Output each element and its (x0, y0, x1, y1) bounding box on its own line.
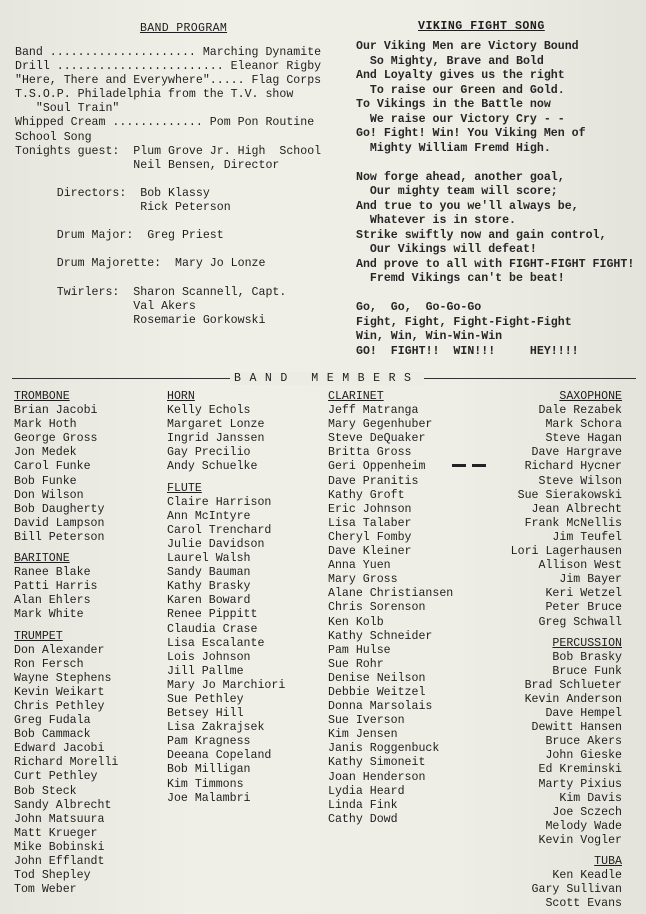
member-name: Jill Pallme (167, 664, 244, 678)
program-line: School Song (15, 130, 92, 144)
member-name: Alane Christiansen (328, 587, 454, 601)
member-name: Wayne Stephens (14, 671, 112, 685)
song-line: And prove to all with FIGHT-FIGHT FIGHT! (356, 257, 635, 271)
member-name: Bruce Akers (545, 735, 622, 749)
member-name: Kevin Weikart (14, 685, 105, 699)
member-name: Dave Hempel (545, 707, 622, 721)
member-name: Ken Kolb (328, 615, 384, 629)
program-line: Whipped Cream ............. Pom Pon Routine (15, 116, 315, 130)
member-name: Sandy Bauman (167, 566, 251, 580)
band-program-list (15, 46, 321, 328)
member-name: Joe Malambri (167, 791, 251, 805)
member-name: Greg Schwall (538, 615, 622, 629)
member-name: Mary Jo Marchiori (167, 678, 286, 692)
program-line (15, 173, 321, 187)
member-name: Melody Wade (545, 819, 622, 833)
member-name: Mary Gross (328, 573, 398, 587)
member-name: Alan Ehlers (14, 594, 91, 608)
member-name: Steve DeQuaker (328, 432, 426, 446)
program-line: Drum Major: Greg Priest (15, 229, 224, 243)
member-name: Claire Harrison (167, 495, 272, 509)
ink-mark (452, 464, 466, 467)
member-name: Mark Schora (545, 418, 622, 432)
member-name: Matt Krueger (14, 826, 98, 840)
member-name: Scott Evans (545, 897, 622, 911)
program-line: Rosemarie Gorkowski (15, 313, 266, 327)
program-line: Tonights guest: Plum Grove Jr. High School (15, 144, 322, 158)
member-name: Steve Hagan (545, 432, 622, 446)
member-name: Kelly Echols (167, 404, 251, 418)
fight-song-title: VIKING FIGHT SONG (418, 20, 545, 33)
section-heading: TUBA (594, 855, 622, 868)
member-name: Ann McIntyre (167, 509, 251, 523)
member-name: Kathy Schneider (328, 629, 433, 643)
song-line: Our Viking Men are Victory Bound (356, 40, 579, 53)
member-name: Patti Harris (14, 580, 98, 594)
member-name: Denise Neilson (328, 671, 426, 685)
member-name: Don Alexander (14, 643, 105, 657)
program-line (15, 215, 321, 229)
members-column-sax-percussion (480, 390, 622, 911)
member-name: Janis Roggenbuck (328, 742, 440, 756)
member-name: Lisa Escalante (167, 636, 265, 650)
member-name: Jim Bayer (559, 573, 622, 587)
member-name: Curt Pethley (14, 770, 98, 784)
member-name: Lori Lagerhausen (510, 545, 622, 559)
song-line (356, 156, 634, 171)
member-name: Sue Sierakowski (517, 488, 622, 502)
section-heading: TROMBONE (14, 390, 70, 403)
member-name: Sue Pethley (167, 692, 244, 706)
member-name: Jon Medek (14, 446, 77, 460)
song-line: Win, Win, Win-Win-Win (356, 330, 503, 343)
member-name: Kevin Anderson (524, 692, 622, 706)
member-name: Sandy Albrecht (14, 798, 112, 812)
section-heading: HORN (167, 390, 195, 403)
program-line: Directors: Bob Klassy (15, 186, 210, 200)
member-name: Bob Daugherty (14, 502, 105, 516)
member-name: Bob Milligan (167, 763, 251, 777)
member-name: Jim Teufel (552, 530, 622, 544)
song-line: Fremd Vikings can't be beat! (356, 272, 565, 285)
member-name: Edward Jacobi (14, 742, 105, 756)
member-name: Dave Pranitis (328, 474, 419, 488)
member-name: Gary Sullivan (531, 883, 622, 897)
member-name: Frank McNellis (524, 516, 622, 530)
member-name: Deeana Copeland (167, 749, 272, 763)
member-name: Dave Kleiner (328, 545, 412, 559)
member-name: Mary Gegenhuber (328, 418, 433, 432)
section-gap (14, 623, 118, 630)
member-name: Carol Trenchard (167, 523, 272, 537)
member-name: Jeff Matranga (328, 404, 419, 418)
member-name: Brian Jacobi (14, 404, 98, 418)
member-name: Bruce Funk (552, 664, 622, 678)
member-name: Bob Cammack (14, 728, 91, 742)
member-name: Debbie Weitzel (328, 685, 426, 699)
member-name: Dave Hargrave (531, 446, 622, 460)
song-line: Strike swiftly now and gain control, (356, 228, 607, 242)
program-line: Band ..................... Marching Dynamite (15, 46, 322, 59)
member-name: Ron Fersch (14, 657, 84, 671)
member-name: Chris Sorenson (328, 601, 426, 615)
program-line: Neil Bensen, Director (15, 158, 280, 172)
member-name: Richard Hycner (524, 460, 622, 474)
song-line: Our Vikings will defeat! (356, 243, 537, 256)
member-name: Ingrid Janssen (167, 432, 265, 446)
member-name: Bob Steck (14, 784, 77, 798)
member-name: Joe Sczech (552, 805, 622, 819)
member-name: Cheryl Fomby (328, 530, 412, 544)
song-line: To raise our Green and Gold. (356, 83, 565, 97)
program-line: Twirlers: Sharon Scannell, Capt. (15, 285, 287, 299)
section-heading: BARITONE (14, 552, 70, 566)
program-line: "Soul Train" (15, 102, 120, 116)
member-name: Kim Jensen (328, 728, 398, 742)
program-line (15, 243, 321, 257)
member-name: Kathy Simoneit (328, 756, 426, 770)
member-name: Lois Johnson (167, 650, 251, 664)
section-heading: TRUMPET (14, 629, 63, 643)
band-members-title: BAND MEMBERS (230, 372, 424, 385)
song-line: Fight, Fight, Fight-Fight-Fight (356, 315, 572, 329)
program-line: Val Akers (15, 299, 196, 313)
member-name: Sue Iverson (328, 714, 405, 728)
song-line: And true to you we'll always be, (356, 199, 579, 213)
member-name: John Matsuura (14, 812, 105, 826)
member-name: Eric Johnson (328, 502, 412, 516)
member-name: David Lampson (14, 516, 105, 530)
section-heading: CLARINET (328, 390, 384, 403)
member-name: Anna Yuen (328, 559, 391, 573)
section-gap (14, 545, 118, 552)
member-name: Mark White (14, 608, 84, 622)
section-heading: PERCUSSION (552, 636, 622, 650)
member-name: Dewitt Hansen (531, 721, 622, 735)
section-heading: SAXOPHONE (559, 390, 622, 403)
program-line: Rick Peterson (15, 201, 231, 215)
member-name: Peter Bruce (545, 601, 622, 615)
member-name: Karen Boward (167, 594, 251, 608)
member-name: Dale Rezabek (538, 404, 622, 418)
member-name: Brad Schlueter (524, 678, 622, 692)
member-name: Margaret Lonze (167, 418, 265, 432)
member-name: Bill Peterson (14, 530, 105, 544)
song-line: To Vikings in the Battle now (356, 98, 551, 111)
member-name: Julie Davidson (167, 537, 265, 551)
member-name: Bob Funke (14, 474, 77, 488)
members-column-horn-flute (167, 390, 285, 806)
member-name: Britta Gross (328, 446, 412, 460)
member-name: Lydia Heard (328, 784, 405, 798)
member-name: John Gieske (545, 749, 622, 763)
member-name: Marty Pixius (538, 777, 622, 791)
member-name: Kathy Groft (328, 488, 405, 502)
member-name: Andy Schuelke (167, 460, 258, 474)
members-column-brass (14, 390, 118, 897)
song-line: GO! FIGHT!! WIN!!! HEY!!!! (356, 344, 579, 358)
song-line: Mighty William Fremd High. (356, 141, 551, 155)
member-name: Mark Hoth (14, 418, 77, 432)
member-name: Tom Weber (14, 883, 77, 897)
member-name: John Efflandt (14, 855, 105, 868)
member-name: Kim Timmons (167, 777, 244, 791)
member-name: Mike Bobinski (14, 840, 105, 854)
song-line: We raise our Victory Cry - - (356, 112, 565, 126)
song-line: Whatever is in store. (356, 214, 517, 227)
song-line: Go, Go, Go-Go-Go (356, 301, 482, 314)
members-column-clarinet (328, 390, 453, 827)
song-line: Our mighty team will score; (356, 185, 558, 198)
program-line: Drill ........................ Eleanor Rigby (15, 60, 322, 74)
member-name: Kathy Brasky (167, 580, 251, 594)
section-gap (480, 848, 622, 855)
program-line: "Here, There and Everywhere"..... Flag Corps (15, 74, 322, 88)
member-name: Ed Kreminski (538, 763, 622, 777)
member-name: Pam Kragness (167, 735, 251, 749)
ink-mark (472, 464, 486, 467)
song-line (356, 287, 634, 302)
member-name: Betsey Hill (167, 707, 244, 721)
band-program-title: BAND PROGRAM (140, 22, 228, 35)
member-name: Greg Fudala (14, 714, 91, 728)
program-line: T.S.O.P. Philadelphia from the T.V. show (15, 88, 294, 102)
member-name: Don Wilson (14, 488, 84, 502)
member-name: Chris Pethley (14, 699, 105, 713)
member-name: Keri Wetzel (545, 587, 622, 601)
member-name: Richard Morelli (14, 756, 119, 770)
section-heading: FLUTE (167, 481, 202, 495)
member-name: Joan Henderson (328, 770, 426, 784)
member-name: Ken Keadle (552, 869, 622, 883)
member-name: Bob Brasky (552, 650, 622, 664)
member-name: Pam Hulse (328, 643, 391, 657)
member-name: Steve Wilson (538, 474, 622, 488)
section-gap (480, 630, 622, 637)
member-name: Ranee Blake (14, 566, 91, 580)
song-line: Go! Fight! Win! You Viking Men of (356, 127, 586, 140)
song-line: And Loyalty gives us the right (356, 69, 565, 82)
member-name: Renee Pippitt (167, 608, 258, 622)
member-name: Sue Rohr (328, 657, 384, 671)
program-line (15, 272, 321, 286)
song-line: So Mighty, Brave and Bold (356, 54, 544, 68)
program-line: Drum Majorette: Mary Jo Lonze (15, 257, 266, 271)
section-gap (167, 475, 285, 482)
member-name: Lisa Zakrajsek (167, 721, 265, 735)
member-name: Linda Fink (328, 798, 398, 812)
member-name: Kevin Vogler (538, 833, 622, 847)
member-name: George Gross (14, 432, 98, 446)
member-name: Allison West (538, 559, 622, 573)
member-name: Cathy Dowd (328, 812, 398, 826)
fight-song-lyrics (356, 40, 634, 359)
song-line: Now forge ahead, another goal, (356, 170, 565, 184)
member-name: Tod Shepley (14, 869, 91, 883)
member-name: Gay Precilio (167, 446, 251, 460)
member-name: Carol Funke (14, 460, 91, 474)
member-name: Claudia Crase (167, 622, 258, 636)
member-name: Donna Marsolais (328, 700, 433, 714)
member-name: Jean Albrecht (531, 502, 622, 516)
member-name: Kim Davis (559, 791, 622, 805)
member-name: Geri Oppenheim (328, 460, 426, 474)
member-name: Laurel Walsh (167, 552, 251, 566)
member-name: Lisa Talaber (328, 516, 412, 530)
